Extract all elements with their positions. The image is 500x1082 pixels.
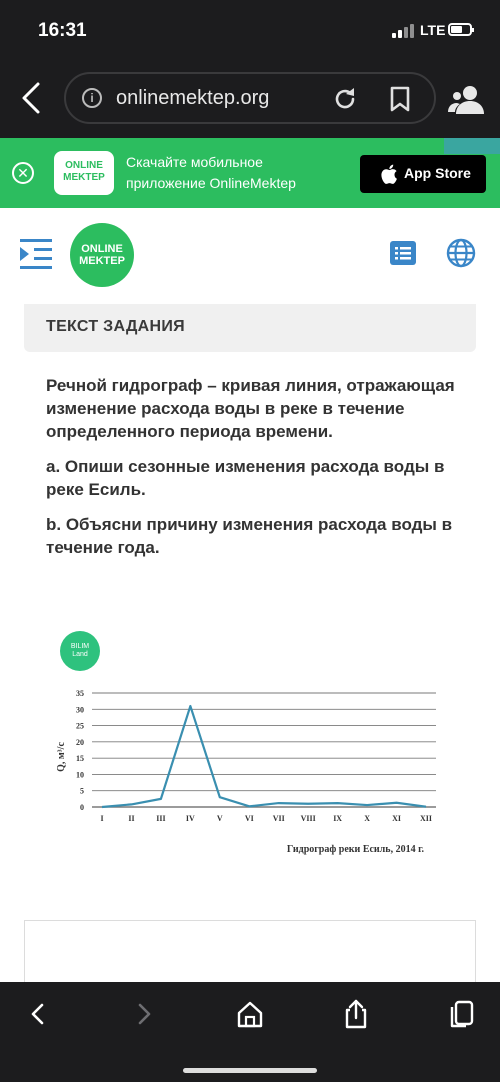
chart-y-tick-label: 10	[76, 770, 84, 780]
list-icon[interactable]	[390, 241, 416, 265]
task-paragraph-definition: Речной гидрограф – кривая линия, отражающая изменение расхода воды в реке в течение определенного периода времени.	[46, 376, 455, 441]
chart-x-tick-label: X	[364, 814, 370, 823]
site-logo-line2: MEKTEP	[79, 255, 125, 267]
battery-icon	[448, 23, 472, 36]
bookmark-icon[interactable]	[388, 86, 412, 112]
banner-logo-line2: MEKTEP	[63, 172, 105, 183]
status-bar	[0, 0, 500, 60]
chevron-left-icon	[14, 80, 50, 116]
hydrograph-figure	[40, 625, 460, 865]
browser-top-bar	[0, 0, 500, 138]
app-store-button[interactable]	[360, 155, 486, 193]
banner-logo-line1: ONLINE	[65, 160, 103, 171]
banner-text-line2: приложение OnlineMektep	[126, 175, 296, 191]
home-indicator	[183, 1068, 317, 1073]
chart-x-tick-label: VII	[272, 814, 285, 823]
chart-x-tick-label: IV	[185, 814, 195, 823]
bilimland-badge	[60, 631, 100, 671]
menu-toggle-button[interactable]	[18, 236, 54, 272]
chart-x-tick-label: XI	[392, 814, 401, 823]
browser-bottom-bar	[0, 982, 500, 1082]
chart-y-label: Q, м³/с	[56, 742, 67, 772]
banner-accent-tab	[444, 138, 500, 154]
task-paragraph-a: a. Опиши сезонные изменения расхода воды в реке Есиль.	[46, 457, 445, 499]
nav-forward-button[interactable]	[126, 996, 162, 1032]
answer-box[interactable]	[24, 920, 476, 990]
chart-x-tick-label: VI	[244, 814, 254, 823]
signal-icon	[392, 24, 420, 38]
chart-y-tick-label: 35	[76, 689, 84, 698]
share-icon	[338, 996, 374, 1032]
site-header	[0, 208, 500, 304]
home-button[interactable]	[232, 996, 268, 1032]
site-logo[interactable]	[70, 223, 134, 287]
chart-x-tick-label: V	[216, 814, 223, 823]
task-paragraph-b: b. Объясни причину изменения расхода воды в течение года.	[46, 515, 453, 557]
chart-x-tick-label: II	[128, 814, 135, 823]
chart-y-tick-label: 20	[76, 737, 84, 747]
info-icon[interactable]: i	[82, 88, 102, 108]
chart-y-tick-label: 30	[76, 705, 84, 715]
status-time: 16:31	[38, 20, 87, 41]
url-text: onlinemektep.org	[116, 87, 270, 109]
chevron-right-icon	[126, 996, 162, 1032]
chart-y-tick-label: 0	[80, 803, 84, 812]
network-type: LTE	[420, 22, 446, 38]
share-button[interactable]	[338, 996, 374, 1032]
chart-y-tick-label: 25	[76, 721, 84, 731]
home-icon	[232, 996, 268, 1032]
apple-icon	[380, 163, 400, 185]
task-heading-panel	[24, 304, 476, 352]
app-store-label: App Store	[404, 165, 471, 181]
profile-button[interactable]	[444, 80, 490, 120]
banner-text-line1: Скачайте мобильное	[126, 154, 263, 170]
chart-x-tick-label: IX	[333, 814, 343, 823]
task-text	[46, 374, 466, 571]
hydrograph-chart	[40, 625, 460, 865]
chart-series-line	[102, 706, 426, 807]
banner-text	[126, 152, 346, 194]
chevron-left-icon	[20, 996, 56, 1032]
chart-y-tick-label: 15	[76, 754, 84, 764]
chart-x-tick-label: VIII	[300, 814, 316, 823]
chart-y-tick-label: 5	[80, 786, 84, 796]
back-button[interactable]	[14, 80, 50, 116]
users-icon	[444, 80, 490, 120]
banner-logo	[54, 151, 114, 195]
globe-icon[interactable]	[446, 238, 476, 268]
tabs-icon	[444, 996, 480, 1032]
badge-line2: Land	[72, 651, 88, 658]
tabs-button[interactable]	[444, 996, 480, 1032]
chart-caption: Гидрограф реки Есиль, 2014 г.	[286, 844, 424, 855]
app-download-banner	[0, 138, 500, 208]
chart-x-tick-label: XII	[419, 814, 433, 823]
task-heading: ТЕКСТ ЗАДАНИЯ	[46, 318, 185, 335]
badge-line1: BILIM	[70, 643, 90, 650]
chart-x-tick-label: III	[156, 814, 166, 823]
address-bar[interactable]	[64, 72, 436, 124]
nav-back-button[interactable]	[20, 996, 56, 1032]
menu-indent-icon	[18, 236, 54, 272]
chart-x-tick-label: I	[100, 814, 104, 823]
site-logo-line1: ONLINE	[81, 243, 123, 255]
reload-icon[interactable]	[332, 86, 358, 112]
close-icon[interactable]: ✕	[12, 162, 34, 184]
